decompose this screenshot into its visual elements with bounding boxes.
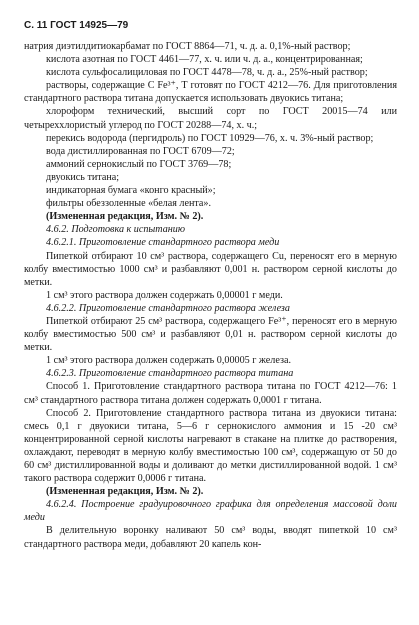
section-heading-4-6-2-2: 4.6.2.2. Приготовление стандартного раствора железа <box>46 302 290 314</box>
paragraph-6: перекись водорода (пергидроль) по ГОСТ 10929—76, х. ч. 3%-ный раствор; <box>46 132 374 144</box>
section-heading-4-6-2-1: 4.6.2.1. Приготовление стандартного раствора меди <box>46 237 280 249</box>
section-heading-4-6-2-3: 4.6.2.3. Приготовление стандартного раствора титана <box>46 368 294 380</box>
document-body <box>24 40 397 551</box>
paragraph-5: хлороформ технический, высший сорт по ГОСТ 20015—74 или четыреххлористый углерод по ГОСТ 20288—74, х. ч.; <box>24 106 397 131</box>
paragraph-10: индикаторная бумага «конго красный»; <box>46 185 216 197</box>
paragraph-copper-conc: 1 см³ этого раствора должен содержать 0,00001 г меди. <box>46 289 283 301</box>
paragraph-copper-prep: Пипеткой отбирают 10 см³ раствора, содержащего Cu, переносят его в мерную колбу вместимостью 1000 см³ и разбавляют 0,001 н. раствором серной кислоты до метки. <box>24 250 397 288</box>
paragraph-iron-prep: Пипеткой отбирают 25 см³ раствора, содержащего Fe³⁺, переносят его в мерную колбу вместимостью 500 см³ и разбавляют 0,01 н. раствором серной кислоты до метки. <box>24 315 397 354</box>
section-heading-4-6-2-4: 4.6.2.4. Построение градуировочного графика для определения массовой доли меди <box>24 499 397 524</box>
paragraph-4: растворы, содержащие С Fe³⁺, Т готовят по ГОСТ 4212—76. Для приготовления стандартного раствора титана допускается использовать двуокись титана; <box>24 80 397 105</box>
paragraph-8: аммоний сернокислый по ГОСТ 3769—78; <box>46 158 232 170</box>
paragraph-method-1: Способ 1. Приготовление стандартного раствора титана по ГОСТ 4212—76: 1 см³ стандартного раствора титана должен содержать 0,0001 г титана. <box>24 381 397 406</box>
paragraph-9: двуокись титана; <box>46 171 120 183</box>
paragraph-final: В делительную воронку наливают 50 см³ воды, вводят пипеткой 10 см³ стандартного раствора меди, добавляют 20 капель кон- <box>24 525 397 550</box>
page-header: С. 11 ГОСТ 14925—79 <box>24 20 129 31</box>
revision-note-1: (Измененная редакция, Изм. № 2). <box>46 211 204 223</box>
paragraph-7: вода дистиллированная по ГОСТ 6709—72; <box>46 145 235 157</box>
paragraph-2: кислота азотная по ГОСТ 4461—77, х. ч. или ч. д. а., концентрированная; <box>46 54 363 66</box>
paragraph-method-2: Способ 2. Приготовление стандартного раствора титана из двуокиси титана: смесь 0,1 г двуокиси титана, 5—6 г сернокислого аммония и 15 -20 см³ концентрированной серной кислоты нагревают в стакане на плитке до растворения, охлаждают, переводят в мерную колбу вместимостью 100 см³, содержащую от 50 до 60 см³ дистиллированной воды и доливают до метки дистиллированной водой. 1 см³ такого раствора содержит 0,0006 г титана. <box>24 407 397 485</box>
paragraph-11: фильтры обеззоленные «белая лента». <box>46 198 212 210</box>
paragraph-3: кислота сульфосалициловая по ГОСТ 4478—78, ч. д. а., 25%-ный раствор; <box>46 67 368 79</box>
revision-note-2: (Измененная редакция, Изм. № 2). <box>46 486 204 498</box>
section-heading-4-6-2: 4.6.2. Подготовка к испытанию <box>46 224 186 236</box>
paragraph-iron-conc: 1 см³ этого раствора должен содержать 0,00005 г железа. <box>46 355 291 367</box>
paragraph-1: натрия диэтилдитиокарбамат по ГОСТ 8864—71, ч. д. а. 0,1%-ный раствор; <box>24 41 351 52</box>
